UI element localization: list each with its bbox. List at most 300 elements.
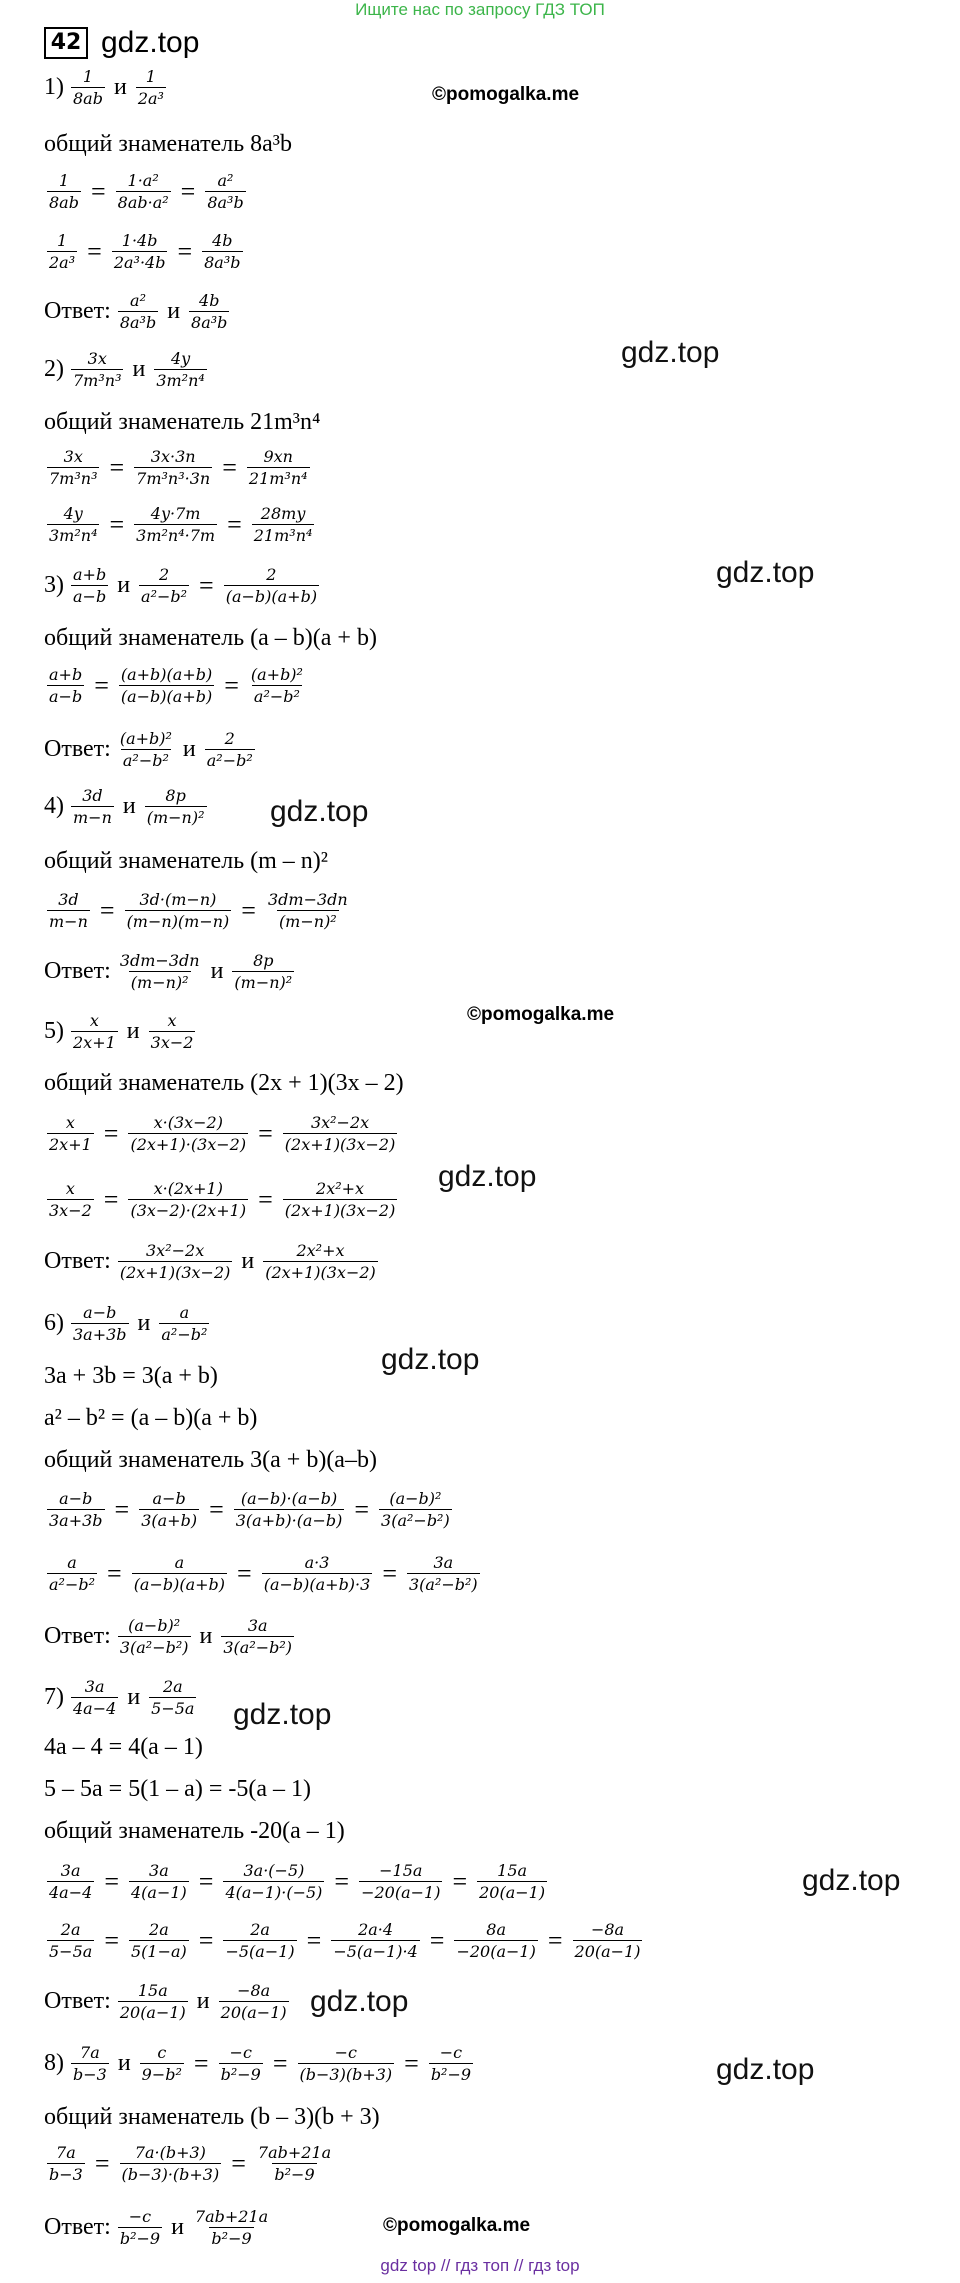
equals-sign: = [104,1866,119,1896]
fraction [140,2042,184,2085]
watermark-gdz: gdz.top [716,2053,815,2086]
equals-sign: = [547,1925,563,1955]
fraction [118,1615,191,1658]
fraction-denominator: 20(a−1) [574,1942,641,1961]
fraction [149,1010,196,1053]
fraction-numerator: −c [334,2043,358,2062]
conjunction: и [210,958,224,984]
fraction-denominator: 9−b² [141,2065,182,2084]
fraction-numerator: 3x·3n [150,447,196,466]
text-fragment: общий знаменатель [44,1818,245,1844]
fraction-denominator: 8a³b [191,313,228,332]
section-4-task [44,785,210,828]
fraction-numerator: (a+b)² [119,729,172,748]
fraction [136,66,166,109]
watermark-gdz: gdz.top [438,1160,537,1193]
fraction-denominator: 7m³n³ [49,469,98,488]
fraction [154,348,206,391]
equals-sign: = [354,1494,370,1524]
fraction-numerator: a² [217,171,234,190]
fraction-numerator: x·(3x−2) [153,1113,223,1132]
row-label: Ответ: [44,736,111,762]
equation-row [44,1178,400,1221]
fraction-numerator: a+b [49,665,83,684]
fraction [71,1010,118,1053]
row-label: Ответ: [44,1248,111,1274]
fraction-denominator: (2x+1)·(3x−2) [130,1135,247,1154]
fraction-numerator: 7ab+21a [257,2143,332,2162]
text-fragment: -20(a – 1) [250,1818,345,1844]
fraction-numerator: 2 [158,565,170,584]
equals-sign: = [198,1866,214,1896]
fraction-denominator: (m−n)² [130,973,189,992]
fraction-denominator: 2x+1 [49,1135,92,1154]
top-banner: Ищите нас по запросу ГДЗ ТОП [355,0,605,19]
fraction-denominator: (a−b)(a+b) [133,1575,226,1594]
watermark-gdz: gdz.top [381,1343,480,1376]
fraction-numerator: 3d [58,890,79,909]
equals-sign: = [231,2148,246,2178]
fraction [205,170,245,213]
equals-sign: = [198,1925,214,1955]
common-denominator-4 [44,849,328,873]
fraction-denominator: 3(a²−b²) [408,1575,478,1594]
fraction-denominator: a−b [49,687,83,706]
fraction-numerator: 2x²+x [316,1179,365,1198]
fraction-denominator: m−n [49,912,88,931]
equals-sign: = [103,1184,119,1214]
fraction-denominator: 20(a−1) [119,2003,186,2022]
fraction-denominator: 5−5a [49,1942,93,1961]
row-label: Ответ: [44,958,111,984]
equation-text: 4a – 4 = 4(a – 1) [44,1734,203,1760]
fraction-denominator: (m−n)(m−n) [126,912,230,931]
equation-row [44,170,249,213]
fraction-denominator: 2a³ [137,89,164,108]
row-label: 7) [44,1684,64,1710]
fraction [71,1302,129,1345]
conjunction: и [171,2214,184,2240]
fraction-numerator: x [167,1011,177,1030]
fraction [205,728,255,771]
equals-sign: = [258,1184,273,1214]
fraction-numerator: 8a [486,1920,507,1939]
fraction [118,290,158,333]
equals-sign: = [180,176,196,206]
fraction [283,1112,398,1155]
fraction-denominator: (a−b)(a+b) [120,687,213,706]
fraction-denominator: b²−9 [430,2065,472,2084]
fraction [129,1919,189,1962]
text-fragment: общий знаменатель [44,1070,245,1096]
fraction-denominator: −20(a−1) [456,1942,536,1961]
equals-sign: = [222,452,237,482]
fraction [118,950,202,993]
fraction-denominator: 3(a²−b²) [223,1638,293,1657]
fraction [116,170,171,213]
watermark-pomogalka: ©pomogalka.me [432,84,580,105]
text-fragment: 21m³n⁴ [250,409,321,435]
fraction-denominator: 3(a+b) [141,1511,198,1530]
common-denominator-5 [44,1071,404,1095]
fraction-denominator: a²−b² [206,751,253,770]
fraction-denominator: 21m³n⁴ [248,469,308,488]
fraction-denominator: (b−3)(b+3) [299,2065,393,2084]
fraction-numerator: 3a·(−5) [243,1861,305,1880]
conjunction: и [182,736,196,762]
fraction [249,664,305,707]
section-6-task [44,1302,212,1345]
fraction [129,1860,189,1903]
text-fragment: (b – 3)(b + 3) [250,2104,380,2130]
fraction [221,1615,294,1658]
fraction-denominator: (a−b)(a+b) [225,587,318,606]
fraction-numerator: 3dm−3dn [119,951,200,970]
fraction-denominator: 3m²n⁴ [49,526,98,545]
fraction [128,1178,248,1221]
fraction-denominator: 2x+1 [73,1033,116,1052]
text-fragment: (2x + 1)(3x – 2) [250,1070,404,1096]
fraction-numerator: 15a [497,1861,528,1880]
equals-sign: = [109,452,125,482]
fraction-denominator: 8ab [73,89,103,108]
task-site-label: gdz.top [101,26,200,59]
fraction [223,1860,324,1903]
row-label: 5) [44,1018,64,1044]
fraction [132,1552,227,1595]
fraction-numerator: a² [130,291,146,310]
equation-row [44,230,246,273]
watermark-gdz: gdz.top [716,556,815,589]
fraction-numerator: x [65,1179,75,1198]
equation-row [44,1919,645,1962]
text-fragment: общий знаменатель [44,409,245,435]
fraction-denominator: 4(a−1) [130,1883,187,1902]
fraction [134,503,217,546]
equation-row [44,1552,483,1595]
fraction-denominator: 8ab·a² [117,193,169,212]
section-3-task [44,564,322,607]
equals-sign: = [87,236,102,266]
fraction-numerator: 8p [253,951,274,970]
answer-row [44,1615,297,1658]
fraction [283,1178,398,1221]
fraction-denominator: (m−n)² [234,973,293,992]
fraction-numerator: c [157,2043,167,2062]
row-label: 4) [44,793,64,819]
fraction [71,785,114,828]
equation-text: 5 – 5a = 5(1 – a) = -5(a – 1) [44,1776,311,1802]
fraction-numerator: 2a [149,1920,169,1939]
fraction [331,1919,419,1962]
fraction-numerator: (a−b)² [128,1616,181,1635]
fraction-numerator: −c [439,2043,463,2062]
fraction-numerator: 1·a² [127,171,159,190]
conjunction: и [199,1623,213,1649]
watermark-gdz: gdz.top [621,336,720,369]
fraction-numerator: 7ab+21a [194,2207,269,2226]
fraction-denominator: a²−b² [49,1575,96,1594]
footer-links[interactable]: gdz top // гдз топ // гдз top [380,2256,580,2275]
fraction-numerator: a−b [59,1489,93,1508]
fraction-numerator: 7a [56,2143,76,2162]
conjunction: и [117,2050,131,2076]
fraction-denominator: 5−5a [151,1699,195,1718]
fraction-denominator: 3a+3b [73,1325,127,1344]
fraction-denominator: −5(a−1)·4 [333,1942,418,1961]
fraction [47,2142,85,2185]
fraction-denominator: 20(a−1) [479,1883,546,1902]
fraction-numerator: 2a [162,1677,183,1696]
fraction-denominator: (3x−2)·(2x+1) [130,1201,247,1220]
equals-sign: = [258,1118,273,1148]
text-fragment: общий знаменатель [44,131,245,157]
row-label: Ответ: [44,1623,111,1649]
answer-row [44,2206,273,2249]
fraction-numerator: x [89,1011,99,1030]
fraction-denominator: −20(a−1) [361,1883,441,1902]
fraction-numerator: (a+b)² [250,665,303,684]
fraction [223,1919,296,1962]
equals-sign: = [114,1494,130,1524]
fraction-denominator: 4a−4 [73,1699,117,1718]
fraction-denominator: (m−n)² [278,912,337,931]
watermark-gdz: gdz.top [802,1864,901,1897]
fraction-denominator: m−n [73,808,112,827]
fraction [71,1676,118,1719]
conjunction: и [196,1988,210,2014]
fraction-denominator: b²−9 [119,2229,161,2248]
equation-row [44,889,353,932]
fraction-numerator: 4b [199,291,220,310]
fraction-numerator: 4y [63,504,83,523]
equals-sign: = [241,895,256,925]
common-denominator-3 [44,626,377,650]
watermark-pomogalka: ©pomogalka.me [383,2215,531,2236]
equals-sign: = [429,1925,445,1955]
fraction-numerator: 2 [224,729,235,748]
equals-sign: = [382,1558,397,1588]
fraction-denominator: −5(a−1) [225,1942,295,1961]
fraction [120,2142,222,2185]
fraction [71,348,123,391]
fraction [47,230,77,273]
task-number: 42 [44,27,88,59]
fraction [159,1302,209,1345]
fraction-denominator: b−3 [73,2065,107,2084]
fraction [429,2042,473,2085]
watermark-gdz: gdz.top [270,795,369,828]
fraction-denominator: (a−b)(a+b)·3 [263,1575,371,1594]
fraction [234,1488,345,1531]
fraction-numerator: 3a [433,1553,454,1572]
fraction [379,1488,452,1531]
fraction [71,2042,109,2085]
common-denominator-1 [44,132,292,156]
equals-sign: = [334,1866,350,1896]
fraction [134,446,212,489]
fraction-numerator: 7a·(b+3) [134,2143,206,2162]
fraction-numerator: 3d·(m−n) [139,890,217,909]
fraction-denominator: (m−n)² [146,808,205,827]
section-5-task [44,1010,198,1053]
fraction-numerator: 2x²+x [296,1241,345,1260]
fraction [139,564,189,607]
fraction-numerator: (a−b)·(a−b) [240,1489,338,1508]
fraction-numerator: 7a [80,2043,100,2062]
conjunction: и [137,1310,151,1336]
fraction [118,728,174,771]
fraction-denominator: 2a³·4b [113,253,166,272]
conjunction: и [122,793,136,819]
fraction [145,785,207,828]
fraction [202,230,242,273]
fraction [359,1860,442,1903]
common-denominator-8 [44,2105,380,2129]
equation-row [44,1112,400,1155]
equals-sign: = [452,1866,468,1896]
fraction [256,2142,333,2185]
fraction-numerator: 9xn [263,447,293,466]
conjunction: и [132,356,146,382]
section-1-task [44,66,169,109]
fraction-numerator: 1·4b [121,231,158,250]
equation-text: a² – b² = (a – b)(a + b) [44,1405,258,1431]
fraction-denominator: a²−b² [253,687,300,706]
row-label: Ответ: [44,2214,111,2240]
fraction [247,446,310,489]
equals-sign: = [90,176,106,206]
fraction-numerator: 4b [212,231,233,250]
answer-row [44,1980,292,2023]
equation-row [44,1860,550,1903]
fraction [298,2042,395,2085]
fraction-numerator: a+b [73,565,107,584]
fraction-numerator: 4y·7m [150,504,201,523]
fraction-denominator: (2x+1)(3x−2) [284,1135,396,1154]
fraction-denominator: (2x+1)(3x−2) [265,1263,376,1282]
fraction [149,1676,196,1719]
fraction [119,664,214,707]
equation-row [44,2142,336,2185]
fraction-denominator: (2x+1)(3x−2) [284,1201,396,1220]
text-fragment: (a – b)(a + b) [250,625,377,651]
fraction-numerator: 4y [170,349,191,368]
fraction [47,1112,94,1155]
fraction [47,1488,105,1531]
conjunction: и [117,572,131,598]
equals-sign: = [94,2148,110,2178]
fraction [224,564,319,607]
fraction-denominator: 3m²n⁴ [156,371,205,390]
fraction-numerator: 2a [60,1920,81,1939]
fraction [71,564,108,607]
fraction [219,1980,289,2023]
equals-sign: = [104,1925,119,1955]
fraction-numerator: −8a [237,1981,271,2000]
fraction-numerator: x·(2x+1) [153,1179,223,1198]
fraction-denominator: 8a³b [207,193,244,212]
fraction-denominator: 20(a−1) [220,2003,287,2022]
fraction-denominator: 7m³n³·3n [136,469,211,488]
fraction [47,664,84,707]
fraction-numerator: a [174,1553,185,1572]
fraction-numerator: a [67,1553,77,1572]
fraction-numerator: 3dm−3dn [267,890,348,909]
equals-sign: = [103,1118,119,1148]
fraction-denominator: 2a³ [49,253,76,272]
fraction-numerator: 8p [165,786,186,805]
fraction [477,1860,547,1903]
fraction-denominator: 3(a+b)·(a−b) [235,1511,343,1530]
equals-sign: = [272,2048,288,2078]
fraction-denominator: (2x+1)(3x−2) [119,1263,231,1282]
text-fragment: общий знаменатель [44,1447,245,1473]
fraction-numerator: 3x [87,349,107,368]
watermark-gdz: gdz.top [310,1985,409,2018]
text-fragment: (m – n)² [250,848,328,874]
fraction-denominator: 3x−2 [150,1033,194,1052]
equation-text: 3a + 3b = 3(a + b) [44,1363,218,1389]
fraction-numerator: 1 [58,171,70,190]
fraction [266,889,350,932]
fraction [118,2206,162,2249]
fraction-numerator: a−b [83,1303,117,1322]
fraction [454,1919,537,1962]
fraction-denominator: 8a³b [119,313,157,332]
equals-sign: = [107,1558,122,1588]
equals-sign: = [94,670,109,700]
watermark-gdz: gdz.top [233,1698,332,1731]
fraction-denominator: a−b [73,587,107,606]
fraction-denominator: 4(a−1)·(−5) [225,1883,323,1902]
equation-row [44,446,313,489]
fraction-numerator: −8a [590,1920,625,1939]
answer-row [44,1240,381,1283]
fraction-numerator: 28my [260,504,306,523]
fraction-numerator: 3x²−2x [310,1113,370,1132]
fraction [125,889,232,932]
fraction [118,1240,233,1283]
row-label: 6) [44,1310,64,1336]
fraction [112,230,168,273]
fraction [47,1552,97,1595]
fraction [573,1919,643,1962]
fraction-denominator: 3a+3b [49,1511,103,1530]
equals-sign: = [109,509,125,539]
fraction-denominator: (b−3)·(b+3) [121,2165,220,2184]
fraction-denominator: a²−b² [122,751,169,770]
fraction [71,66,105,109]
fraction-numerator: 1 [56,231,68,250]
fraction [263,1240,378,1283]
fraction [128,1112,248,1155]
equation-row [44,1488,455,1531]
text-fragment: общий знаменатель [44,848,245,874]
fraction-numerator: 2 [266,565,277,584]
text-fragment: 8a³b [250,131,292,157]
fraction-numerator: 3a [84,1677,105,1696]
fraction-denominator: b²−9 [211,2229,252,2248]
fraction [189,290,229,333]
answer-row [44,290,232,333]
conjunction: и [113,74,127,100]
fraction-numerator: 3d [82,786,103,805]
fraction-numerator: a [179,1303,190,1322]
fraction-denominator: 3(a²−b²) [119,1638,189,1657]
fraction-denominator: 8a³b [204,253,241,272]
fraction [139,1488,199,1531]
